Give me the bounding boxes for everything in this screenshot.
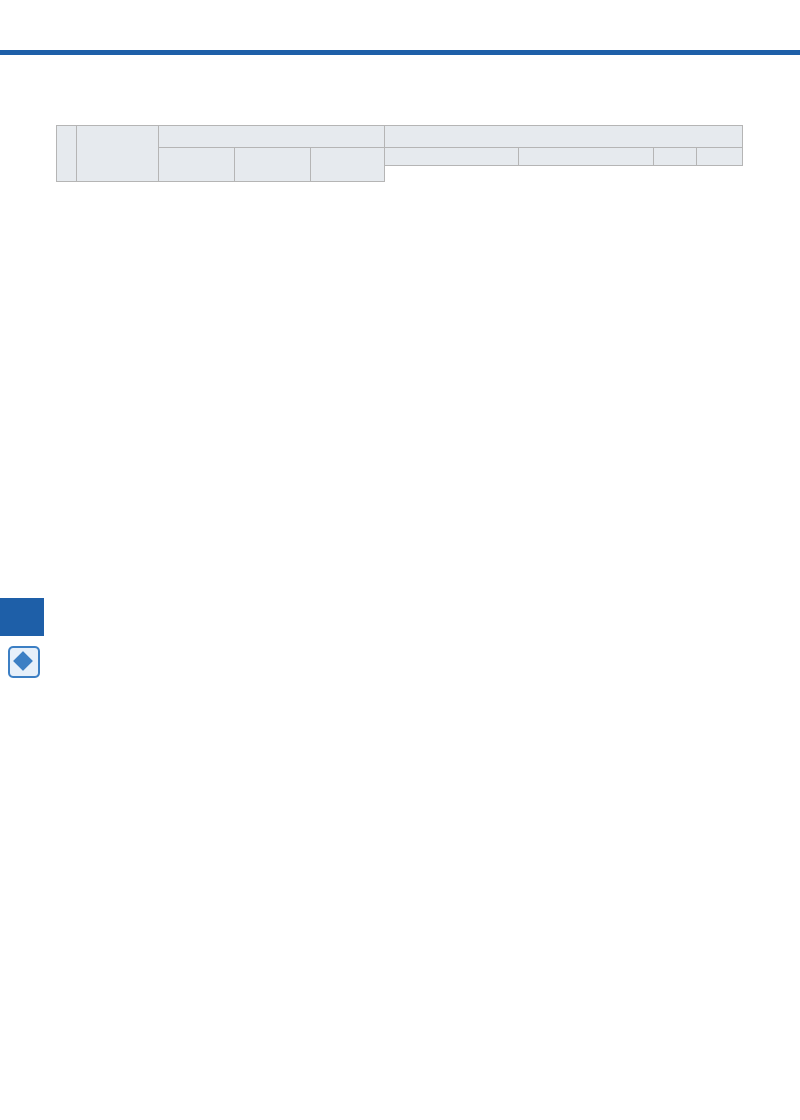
section-m-tab[interactable] <box>0 598 44 636</box>
brand-header <box>654 148 697 166</box>
holder-header <box>311 148 385 182</box>
brand-header <box>385 148 519 166</box>
holder-header <box>159 148 235 182</box>
grade-group-header <box>385 126 743 148</box>
brand-header <box>697 148 743 166</box>
cutting-parameters-table <box>56 125 743 182</box>
brand-header <box>519 148 654 166</box>
shape-header <box>57 126 77 182</box>
feed-group-header <box>159 126 385 148</box>
holder-header <box>235 148 311 182</box>
page-header <box>0 0 800 55</box>
milling-insert-icon <box>8 646 40 678</box>
material-header <box>77 126 159 182</box>
cutting-parameters-table-wrap <box>56 125 742 182</box>
